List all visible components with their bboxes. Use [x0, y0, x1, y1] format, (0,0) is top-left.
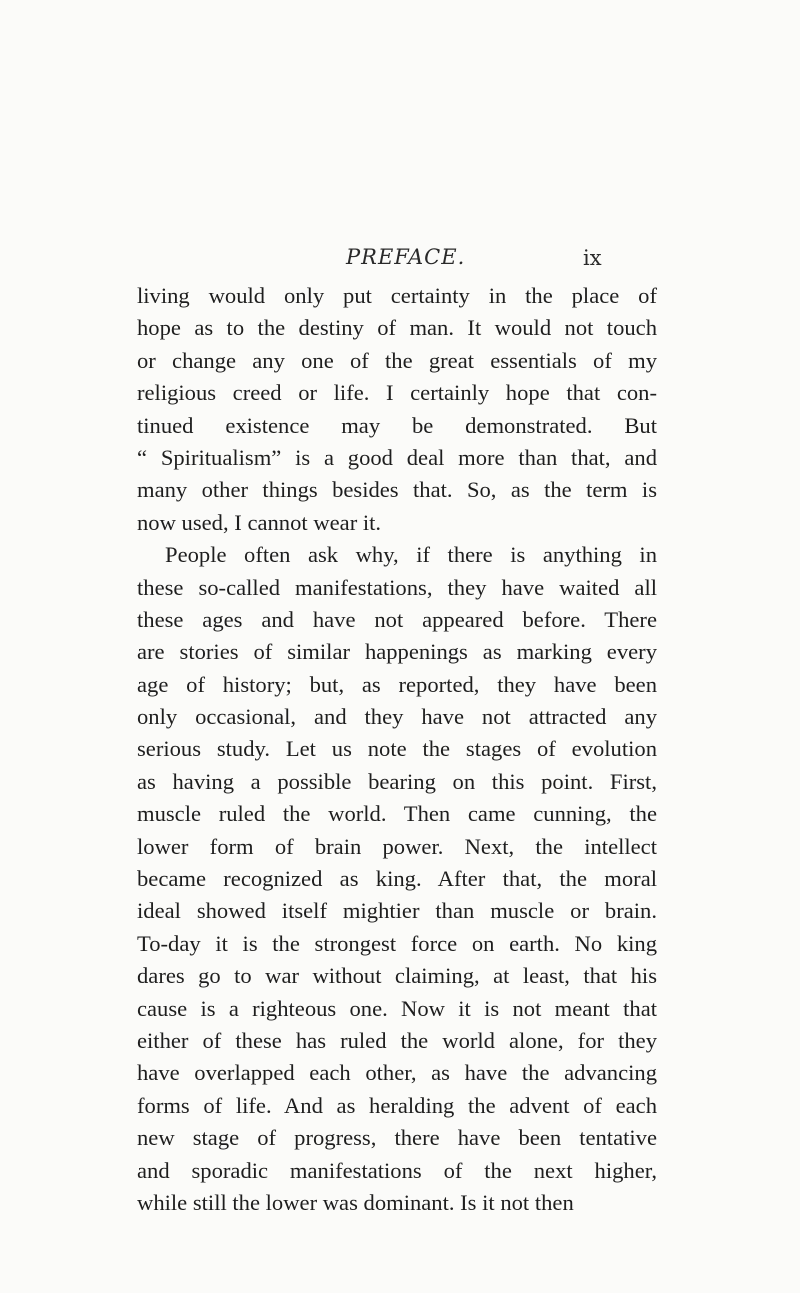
text-line: To-day it is the strongest force on earth. No king	[137, 930, 657, 956]
text-line: muscle ruled the world. Then came cunning, the	[137, 801, 657, 827]
text-line: new stage of progress, there have been tentative	[137, 1125, 657, 1151]
text-line: these so-called manifestations, they have waited all	[137, 574, 657, 600]
text-line: and sporadic manifestations of the next higher,	[137, 1157, 657, 1183]
text-line: hope as to the destiny of man. It would not touch	[137, 315, 657, 341]
text-line: are stories of similar happenings as marking every	[137, 639, 657, 665]
running-head	[0, 245, 800, 275]
text-line: age of history; but, as reported, they have been	[137, 671, 657, 697]
paragraph-end-line: now used, I cannot wear it.	[137, 509, 382, 535]
running-title: PREFACE.	[346, 245, 466, 269]
text-line: living would only put certainty in the place of	[137, 283, 657, 308]
text-line: have overlapped each other, as have the advancing	[137, 1060, 657, 1086]
text-line: forms of life. And as heralding the advent of each	[137, 1092, 657, 1118]
text-line: lower form of brain power. Next, the intellect	[137, 833, 657, 859]
text-line: tinued existence may be demonstrated. But	[137, 412, 657, 438]
text-line: either of these has ruled the world alone, for they	[137, 1027, 657, 1053]
text-line: religious creed or life. I certainly hope that con-	[137, 380, 657, 406]
text-line: while still the lower was dominant. Is it not then	[137, 1189, 574, 1215]
text-line: became recognized as king. After that, the moral	[137, 866, 657, 892]
paragraph-first-line: People often ask why, if there is anything in	[165, 542, 657, 568]
text-line: or change any one of the great essentials of my	[137, 347, 657, 373]
text-line: only occasional, and they have not attracted any	[137, 704, 657, 730]
text-line: serious study. Let us note the stages of evolution	[137, 736, 657, 762]
page-number: ix	[583, 246, 602, 270]
body-text	[137, 280, 657, 1219]
text-line: dares go to war without claiming, at least, that his	[137, 963, 657, 989]
text-line: cause is a righteous one. Now it is not meant that	[137, 995, 657, 1021]
text-line: as having a possible bearing on this point. First,	[137, 768, 657, 794]
text-line: these ages and have not appeared before. There	[137, 606, 657, 632]
text-line: ideal showed itself mightier than muscle or brain.	[137, 898, 657, 924]
text-line: “ Spiritualism” is a good deal more than that, and	[137, 444, 657, 470]
text-line: many other things besides that. So, as the term is	[137, 477, 657, 503]
